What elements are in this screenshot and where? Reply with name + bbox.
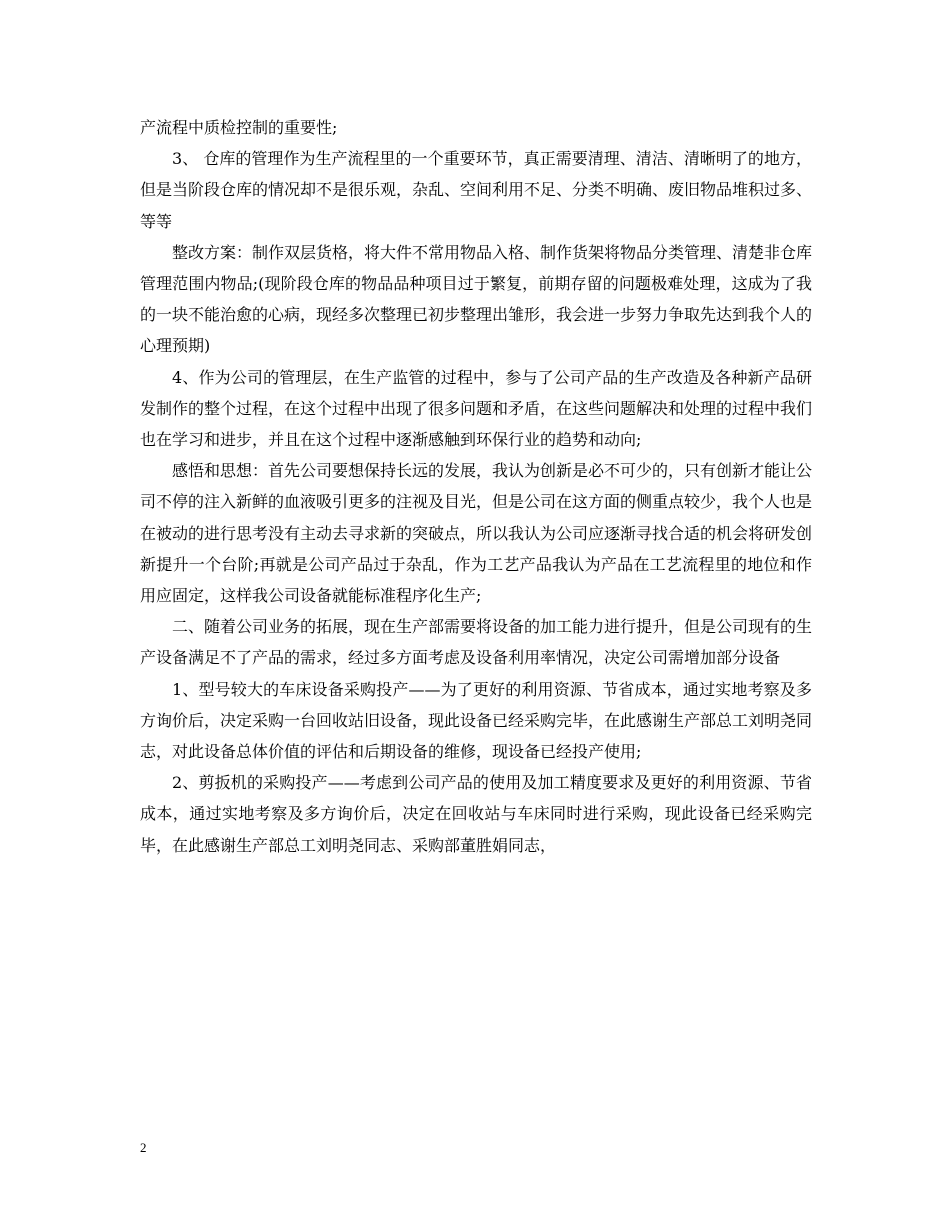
paragraph-reflections: 感悟和思想：首先公司要想保持长远的发展，我认为创新是必不可少的，只有创新才能让公司不停的注入新鲜的血液吸引更多的注视及目光，但是公司在这方面的侧重点较少，我个人也是在被动的进行思考没有主动去寻求新的突破点，所以我认为公司应逐渐寻找合适的机会将研发创新提升一个台阶;再就是公司产品过于杂乱，作为工艺产品我认为产品在工艺流程里的地位和作用应固定，这样我公司设备就能标准程序化生产; (140, 461, 813, 606)
paragraph-management-layer: 4、作为公司的管理层，在生产监管的过程中，参与了公司产品的生产改造及各种新产品研发制作的整个过程，在这个过程中出现了很多问题和矛盾，在这些问题解决和处理的过程中我们也在学习和进步，并且在这个过程中逐渐感触到环保行业的趋势和动向; (140, 367, 813, 450)
paragraph-warehouse-management: 3、 仓库的管理作为生产流程里的一个重要环节，真正需要清理、清洁、清晰明了的地方，但是当阶段仓库的情况却不是很乐观，杂乱、空间利用不足、分类不明确、废旧物品堆积过多、等等 (140, 149, 813, 231)
paragraph-lathe-purchase: 1、型号较大的车床设备采购投产——为了更好的利用资源、节省成本，通过实地考察及多方询价后，决定采购一台回收站旧设备，现此设备已经采购完毕，在此感谢生产部总工刘明尧同志，对此设备总体价值的评估和后期设备的维修，现设备已经投产使用; (140, 679, 813, 762)
page-number: 2 (140, 1140, 147, 1155)
paragraph-equipment-expansion: 二、随着公司业务的拓展，现在生产部需要将设备的加工能力进行提升，但是公司现有的生产设备满足不了产品的需求，经过多方面考虑及设备利用率情况，决定公司需增加部分设备 (140, 617, 813, 668)
document-body (140, 112, 812, 861)
paragraph-rectification-plan: 整改方案：制作双层货格，将大件不常用物品入格、制作货架将物品分类管理、清楚非仓库管理范围内物品;(现阶段仓库的物品品种项目过于繁复，前期存留的问题极难处理，这成为了我的一块不能治愈的心病，现经多次整理已初步整理出雏形，我会进一步努力争取先达到我个人的心理预期) (140, 242, 813, 356)
paragraph-continuation: 产流程中质检控制的重要性; (140, 118, 338, 137)
paragraph-shearing-machine-purchase: 2、剪扳机的采购投产——考虑到公司产品的使用及加工精度要求及更好的利用资源、节省成本，通过实地考察及多方询价后，决定在回收站与车床同时进行采购，现此设备已经采购完毕，在此感谢生产部总工刘明尧同志、采购部董胜娟同志， (140, 773, 812, 855)
